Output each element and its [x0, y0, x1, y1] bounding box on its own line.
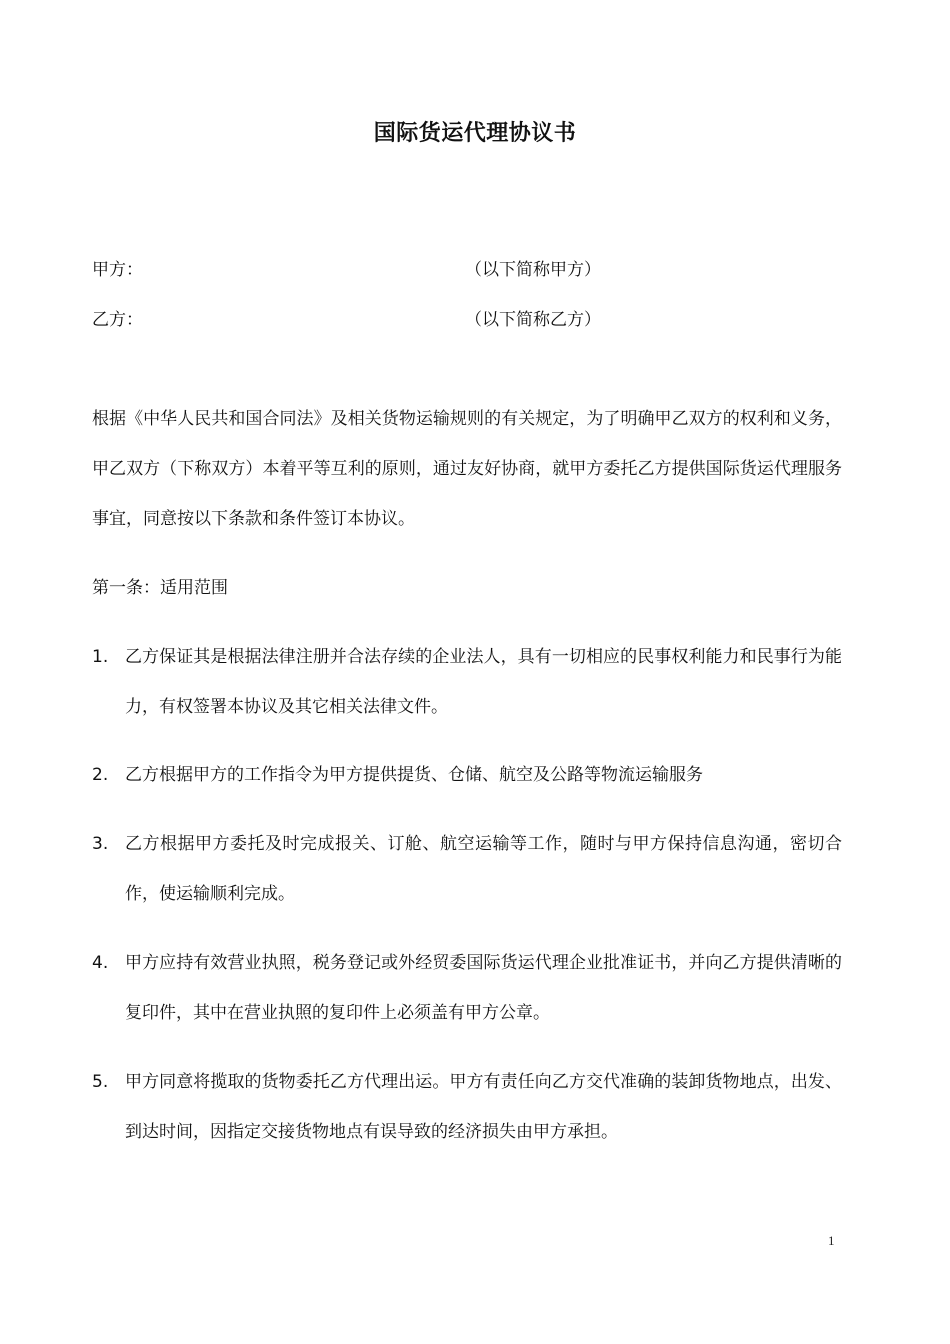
list-item: [92, 632, 842, 732]
page-number: 1: [828, 1233, 835, 1248]
list-item-number: 2.: [92, 765, 109, 785]
list-item-text: 乙方保证其是根据法律注册并合法存续的企业法人，具有一切相应的民事权利能力和民事行为能力，有权签署本协议及其它相关法律文件。: [125, 647, 842, 717]
list-item: [92, 819, 842, 919]
list-item: [92, 750, 842, 800]
party-b-label: 乙方：: [92, 310, 143, 330]
party-b-note: （以下简称乙方）: [465, 310, 601, 330]
list-item: [92, 938, 842, 1038]
list-item-number: 3.: [92, 834, 109, 854]
list-item-number: 5.: [92, 1072, 109, 1092]
list-item: [92, 1057, 842, 1157]
preamble-paragraph: 根据《中华人民共和国合同法》及相关货物运输规则的有关规定，为了明确甲乙双方的权利和义务，甲乙双方（下称双方）本着平等互利的原则，通过友好协商，就甲方委托乙方提供国际货运代理服务事宜，同意按以下条款和条件签订本协议。: [92, 409, 842, 529]
list-item-text: 乙方根据甲方的工作指令为甲方提供提货、仓储、航空及公路等物流运输服务: [125, 765, 703, 785]
section-1-title: 第一条：适用范围: [92, 578, 228, 598]
list-item-number: 4.: [92, 953, 109, 973]
list-item-text: 乙方根据甲方委托及时完成报关、订舱、航空运输等工作，随时与甲方保持信息沟通，密切合作，使运输顺利完成。: [125, 834, 842, 904]
list-item-text: 甲方同意将揽取的货物委托乙方代理出运。甲方有责任向乙方交代准确的装卸货物地点，出发、到达时间，因指定交接货物地点有误导致的经济损失由甲方承担。: [125, 1072, 842, 1142]
list-item-text: 甲方应持有效营业执照，税务登记或外经贸委国际货运代理企业批准证书，并向乙方提供清晰的复印件，其中在营业执照的复印件上必须盖有甲方公章。: [125, 953, 842, 1023]
party-a-note: （以下简称甲方）: [465, 260, 601, 280]
document-title: 国际货运代理协议书: [373, 121, 577, 146]
list-item-number: 1.: [92, 647, 109, 667]
party-a-label: 甲方：: [92, 260, 143, 280]
